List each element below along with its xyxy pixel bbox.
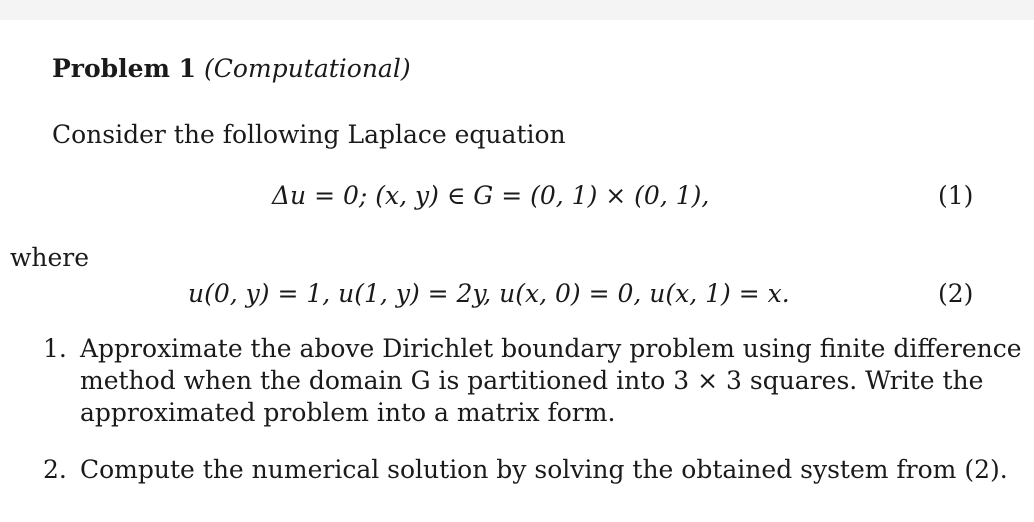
list-item-1-number: 1. <box>43 334 67 363</box>
equation-1: Δu = 0; (x, y) ∈ G = (0, 1) × (0, 1), <box>272 181 710 210</box>
equation-2-number: (2) <box>938 279 974 308</box>
list-item-1-line-1: Approximate the above Dirichlet boundary problem using finite difference <box>80 334 1022 363</box>
equation-2: u(0, y) = 1, u(1, y) = 2y, u(x, 0) = 0, u(x, 1) = x. <box>188 279 790 308</box>
list-item-2 <box>80 454 1008 486</box>
list-item-2-number: 2. <box>43 455 67 484</box>
problem-heading-label: Problem 1 <box>52 54 197 83</box>
intro-text: Consider the following Laplace equation <box>52 120 566 149</box>
where-label: where <box>10 243 90 272</box>
top-band <box>0 0 1034 20</box>
list-item-1 <box>80 333 1022 429</box>
problem-heading <box>52 54 411 84</box>
equation-1-number: (1) <box>938 181 974 210</box>
problem-heading-subtitle: (Computational) <box>204 54 411 83</box>
list-item-2-line-1: Compute the numerical solution by solving the obtained system from (2). <box>80 455 1008 484</box>
list-item-1-line-3: approximated problem into a matrix form. <box>80 398 616 427</box>
list-item-1-line-2: method when the domain G is partitioned into 3 × 3 squares. Write the <box>80 366 984 395</box>
